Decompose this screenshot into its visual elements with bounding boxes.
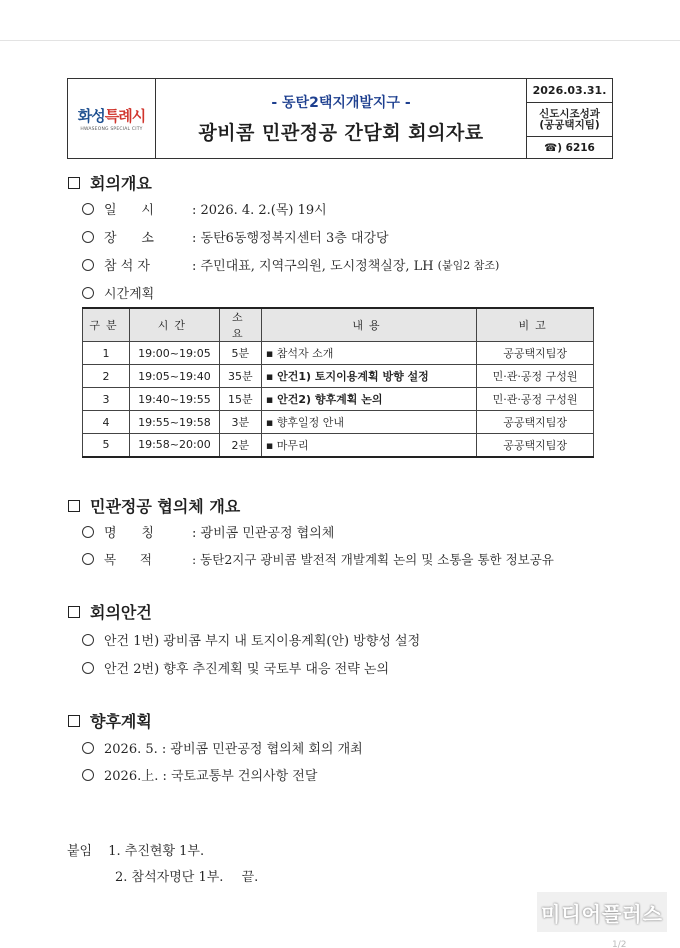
column-header: 소요 [219,308,261,342]
schedule-table [82,307,594,458]
document-subtitle: - 동탄2택지개발지구 - [271,95,411,111]
logo-mark: 화성특례시 [77,107,146,125]
row-content: ▪ 향후일정 안내 [261,411,476,434]
attachment-line-2 [115,866,258,885]
square-bullet-icon [68,606,80,618]
row-number: 4 [83,411,130,434]
item-value: : 동탄6동행정복지센터 3층 대강당 [192,231,389,246]
circle-bullet-icon [82,203,94,215]
item-text: 안건 1번) 광비콤 부지 내 토지이용계획(안) 방향성 설정 [104,634,421,649]
row-note: 공공택지팀장 [477,434,594,457]
item-value: : 동탄2지구 광비콤 발전적 개발계획 논의 및 소통을 통한 정보공유 [192,552,554,567]
section-plan-heading: 향후계획 [68,709,152,732]
media-watermark: 미디어플러스 [537,892,667,932]
table-row [83,342,594,365]
overview-item-attendees [82,255,499,274]
item-value: : 2026. 4. 2.(목) 19시 [192,203,327,218]
row-duration: 5분 [219,342,261,365]
row-time: 19:55~19:58 [129,411,219,434]
row-content: ▪ 참석자 소개 [261,342,476,365]
logo-subtitle: HWASEONG SPECIAL CITY [80,127,143,132]
row-duration: 35분 [219,365,261,388]
row-duration: 3분 [219,411,261,434]
row-note: 공공택지팀장 [477,342,594,365]
council-item-name [82,522,334,541]
overview-item-datetime [82,199,327,218]
agenda-item [82,630,420,649]
department [527,103,612,137]
item-label: 목 적 [104,552,152,567]
column-header: 내용 [261,308,476,342]
column-header: 구분 [83,308,130,342]
circle-bullet-icon [82,259,94,271]
row-time: 19:40~19:55 [129,388,219,411]
meta-block [527,79,612,158]
column-header: 비고 [477,308,594,342]
city-logo [68,79,156,158]
column-header: 시간 [129,308,219,342]
item-text: 2026.上. : 국토교통부 건의사항 전달 [104,769,318,784]
department-name: 신도시조성과 [539,107,600,120]
header-box [67,78,613,159]
attachment-line-1 [67,840,204,859]
row-number: 3 [83,388,130,411]
row-content: ▪ 안건1) 토지이용계획 방향 설정 [261,365,476,388]
attachment-item: 2. 참석자명단 1부. [115,870,224,885]
overview-item-timeplan [82,283,154,302]
circle-bullet-icon [82,769,94,781]
item-label: 일 시 [104,203,154,218]
row-number: 1 [83,342,130,365]
circle-bullet-icon [82,553,94,565]
item-text: 안건 2번) 향후 추진계획 및 국토부 대응 전략 논의 [104,662,390,677]
item-label: 장 소 [104,231,154,246]
circle-bullet-icon [82,634,94,646]
plan-item [82,765,317,784]
row-content: ▪ 마무리 [261,434,476,457]
page-number: 1/2 [612,940,627,948]
circle-bullet-icon [82,742,94,754]
item-label: 참 석 자 [104,259,150,274]
circle-bullet-icon [82,662,94,674]
row-time: 19:00~19:05 [129,342,219,365]
row-duration: 2분 [219,434,261,457]
square-bullet-icon [68,715,80,727]
row-duration: 15분 [219,388,261,411]
row-number: 5 [83,434,130,457]
council-item-purpose [82,550,554,568]
title-block [156,79,527,158]
circle-bullet-icon [82,287,94,299]
attachment-label: 붙임 [67,844,93,859]
document-title: 광비콤 민관정공 간담회 회의자료 [198,122,484,144]
square-bullet-icon [68,500,80,512]
section-agenda-heading: 회의안건 [68,600,152,623]
agenda-item [82,658,389,677]
phone-extension: ☎) 6216 [544,141,595,154]
circle-bullet-icon [82,231,94,243]
section-overview-heading: 회의개요 [68,171,152,194]
team-name: (공공택지팀) [539,118,600,131]
item-text: 2026. 5. : 광비콤 민관공정 협의체 회의 개최 [104,742,363,757]
table-header-row [83,308,594,342]
table-row [83,365,594,388]
row-number: 2 [83,365,130,388]
row-note: 민·관·공정 구성원 [477,388,594,411]
circle-bullet-icon [82,526,94,538]
square-bullet-icon [68,177,80,189]
row-content: ▪ 안건2) 향후계획 논의 [261,388,476,411]
section-council-heading: 민관정공 협의체 개요 [68,494,240,517]
document-date: 2026.03.31. [527,79,612,103]
item-value: : 주민대표, 지역구의원, 도시정책실장, LH [192,259,434,274]
plan-item [82,738,363,757]
attachment-item: 1. 추진현황 1부. [108,844,205,859]
item-note: (붙임2 참조) [437,258,500,272]
row-time: 19:58~20:00 [129,434,219,457]
item-label: 명 칭 [104,526,154,541]
row-time: 19:05~19:40 [129,365,219,388]
end-mark: 끝. [241,870,259,885]
row-note: 공공택지팀장 [477,411,594,434]
row-note: 민·관·공정 구성원 [477,365,594,388]
item-value: : 광비콤 민관공정 협의체 [192,526,335,541]
overview-item-place [82,227,389,246]
table-row [83,411,594,434]
table-row [83,434,594,457]
table-row [83,388,594,411]
item-label: 시간계획 [104,287,155,302]
